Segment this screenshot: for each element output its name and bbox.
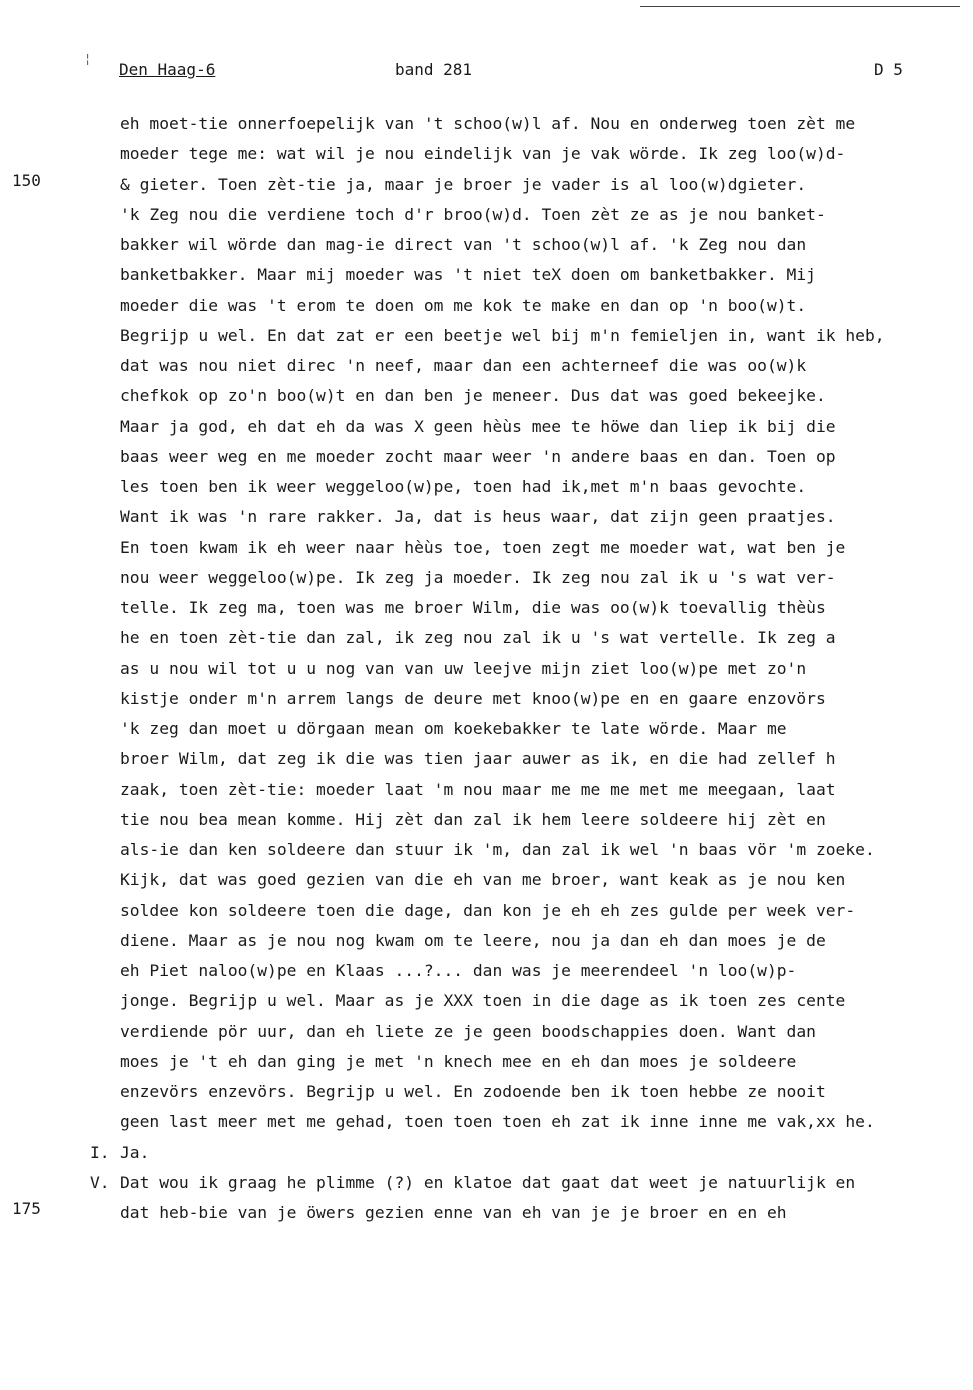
- margin-mark: ¦: [84, 52, 92, 66]
- line-text: kistje onder m'n arrem langs de deure met knoo(w)pe en en gaare enzovörs: [120, 688, 826, 708]
- line-text: 'k Zeg nou die verdiene toch d'r broo(w)d. Toen zèt ze as je nou banket-: [120, 204, 826, 224]
- line-text: En toen kwam ik eh weer naar hèùs toe, toen zegt me moeder wat, wat ben je: [120, 537, 846, 557]
- line-text: banketbakker. Maar mij moeder was 't niet teX doen om banketbakker. Mij: [120, 265, 816, 285]
- transcript-line: [120, 593, 970, 623]
- transcript-line: [120, 412, 970, 442]
- transcript-line: [120, 1047, 970, 1077]
- line-text: moeder tege me: wat wil je nou eindelijk van je vak wörde. Ik zeg loo(w)d-: [120, 144, 846, 164]
- line-text: soldee kon soldeere toen die dage, dan kon je eh eh zes gulde per week ver-: [120, 900, 856, 920]
- line-text: as u nou wil tot u u nog van van uw leejve mijn ziet loo(w)pe met zo'n: [120, 658, 807, 678]
- line-text: Maar ja god, eh dat eh da was X geen hèùs mee te höwe dan liep ik bij die: [120, 416, 836, 436]
- line-text: Ja.: [120, 1142, 150, 1162]
- line-text: geen last meer met me gehad, toen toen toen eh zat ik inne inne me vak,xx he.: [120, 1112, 875, 1132]
- transcript-line: [120, 533, 970, 563]
- line-text: Dat wou ik graag he plimme (?) en klatoe dat gaat dat weet je natuurlijk en: [120, 1172, 856, 1192]
- transcript-line: [120, 623, 970, 653]
- transcript-line: [120, 684, 970, 714]
- line-text: Want ik was 'n rare rakker. Ja, dat is heus waar, dat zijn geen praatjes.: [120, 507, 836, 527]
- transcript-line: [120, 714, 970, 744]
- line-text: dat heb-bie van je öwers gezien enne van eh van je je broer en en eh: [120, 1203, 787, 1222]
- transcript-line: [120, 1107, 970, 1137]
- transcript-line: [120, 442, 970, 472]
- line-text: eh Piet naloo(w)pe en Klaas ...?... dan was je meerendeel 'n loo(w)p-: [120, 961, 797, 980]
- transcript-line: [120, 1077, 970, 1107]
- transcript-line: [120, 563, 970, 593]
- line-text: & gieter. Toen zèt-tie ja, maar je broer je vader is al loo(w)dgieter.: [120, 174, 807, 194]
- header-tape: band 281: [395, 60, 473, 79]
- transcript-line: [120, 200, 970, 230]
- line-text: telle. Ik zeg ma, toen was me broer Wilm, die was oo(w)k toevallig thèùs: [120, 598, 826, 617]
- line-text: verdiende pör uur, dan eh liete ze je geen boodschappies doen. Want dan: [120, 1021, 816, 1041]
- line-text: enzevörs enzevörs. Begrijp u wel. En zodoende ben ik toen hebbe ze nooit: [120, 1082, 826, 1101]
- header-page-id: D 5: [874, 60, 903, 79]
- transcript-line: [120, 775, 970, 805]
- transcript-line: [120, 1198, 970, 1228]
- speaker-label: I.: [90, 1142, 110, 1162]
- line-text: baas weer weg en me moeder zocht maar weer 'n andere baas en dan. Toen op: [120, 446, 836, 466]
- transcript-line: [120, 956, 970, 986]
- line-text: diene. Maar as je nou nog kwam om te leere, nou ja dan eh dan moes je de: [120, 930, 826, 950]
- transcript-line: [120, 291, 970, 321]
- line-text: bakker wil wörde dan mag-ie direct van 't schoo(w)l af. 'k Zeg nou dan: [120, 235, 807, 254]
- transcript-line: [120, 1017, 970, 1047]
- transcript-line: [120, 926, 970, 956]
- transcript-line: [120, 170, 970, 200]
- transcript-line: [120, 502, 970, 532]
- line-text: chefkok op zo'n boo(w)t en dan ben je meneer. Dus dat was goed bekeejke.: [120, 386, 826, 406]
- line-text: als-ie dan ken soldeere dan stuur ik 'm, dan zal ik wel 'n baas vör 'm zoeke.: [120, 840, 875, 859]
- transcript-line: [120, 472, 970, 502]
- line-number-175: 175: [12, 1199, 41, 1218]
- transcript-line: [120, 321, 970, 351]
- transcript-line: [120, 865, 970, 895]
- transcript-line: [120, 744, 970, 774]
- transcript-line: [120, 654, 970, 684]
- transcript-line: [120, 986, 970, 1016]
- line-text: nou weer weggeloo(w)pe. Ik zeg ja moeder. Ik zeg nou zal ik u 's wat ver-: [120, 567, 836, 587]
- transcript-line: [120, 835, 970, 865]
- line-text: jonge. Begrijp u wel. Maar as je XXX toen in die dage as ik toen zes cente: [120, 991, 846, 1011]
- line-text: he en toen zèt-tie dan zal, ik zeg nou zal ik u 's wat vertelle. Ik zeg a: [120, 628, 836, 648]
- transcript-line: [120, 381, 970, 411]
- transcript-line: [90, 1138, 970, 1168]
- transcript-line: [120, 260, 970, 290]
- top-rule: [640, 6, 960, 7]
- transcript-line: [120, 805, 970, 835]
- transcript-line: [120, 109, 970, 139]
- line-text: broer Wilm, dat zeg ik die was tien jaar auwer as ik, en die had zellef h: [120, 749, 836, 769]
- transcript-line: [120, 896, 970, 926]
- line-text: 'k zeg dan moet u dörgaan mean om koekebakker te late wörde. Maar me: [120, 719, 787, 738]
- line-number-150: 150: [12, 171, 41, 190]
- line-text: Kijk, dat was goed gezien van die eh van me broer, want keak as je nou ken: [120, 870, 846, 890]
- transcript-body: [90, 109, 970, 1228]
- transcript-line: [120, 230, 970, 260]
- line-text: zaak, toen zèt-tie: moeder laat 'm nou maar me me me met me meegaan, laat: [120, 779, 836, 799]
- line-text: moes je 't eh dan ging je met 'n knech mee en eh dan moes je soldeere: [120, 1051, 797, 1071]
- transcript-line: [90, 1168, 970, 1198]
- header-location: Den Haag-6: [119, 60, 216, 79]
- speaker-label: V.: [90, 1172, 110, 1192]
- line-text: Begrijp u wel. En dat zat er een beetje wel bij m'n femieljen in, want ik heb,: [120, 325, 885, 345]
- transcript-line: [120, 351, 970, 381]
- line-text: moeder die was 't erom te doen om me kok te make en dan op 'n boo(w)t.: [120, 295, 807, 315]
- line-text: tie nou bea mean komme. Hij zèt dan zal ik hem leere soldeere hij zèt en: [120, 809, 826, 829]
- line-text: eh moet-tie onnerfoepelijk van 't schoo(w)l af. Nou en onderweg toen zèt me: [120, 114, 856, 133]
- line-text: les toen ben ik weer weggeloo(w)pe, toen had ik,met m'n baas gevochte.: [120, 477, 807, 496]
- transcript-line: [120, 139, 970, 169]
- line-text: dat was nou niet direc 'n neef, maar dan een achterneef die was oo(w)k: [120, 356, 807, 375]
